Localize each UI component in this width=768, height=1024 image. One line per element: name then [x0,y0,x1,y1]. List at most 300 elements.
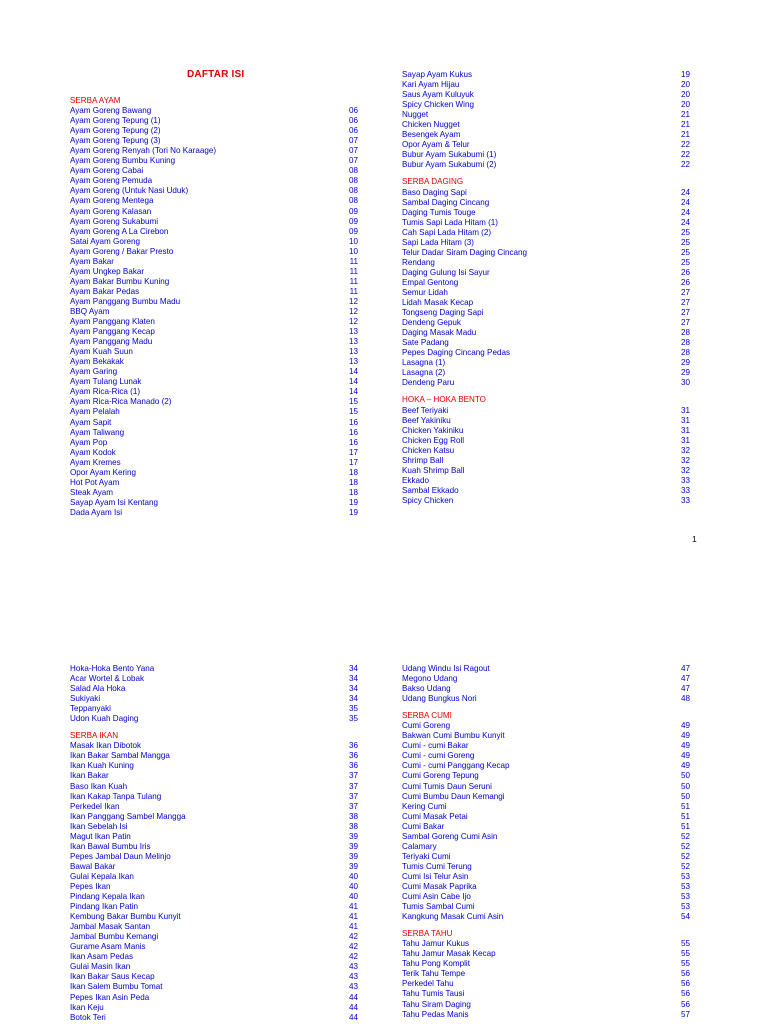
toc-entry-title: Beef Yakiniku [402,415,451,425]
toc-entry-page: 51 [680,821,690,831]
toc-entry-page: 44 [348,1012,358,1022]
toc-entry[interactable] [70,227,358,237]
toc-entry[interactable] [70,448,358,458]
toc-entry[interactable] [402,862,690,872]
toc-entry-title: Baso Ikan Kuah [70,781,128,791]
toc-entry-page: 33 [680,475,690,485]
toc-entry[interactable] [402,228,690,238]
toc-entry[interactable] [70,1013,358,1023]
toc-entry-title: Ayam Goreng Cabai [70,166,144,176]
toc-entry[interactable] [70,327,358,337]
toc-entry-page: 42 [348,932,358,942]
toc-entry[interactable] [402,150,690,160]
toc-entry[interactable] [70,207,358,217]
toc-entry[interactable] [70,196,358,206]
toc-entry-page: 39 [348,841,358,851]
toc-entry[interactable] [402,120,690,130]
toc-entry[interactable] [402,892,690,902]
toc-entry-title: Ayam Ungkep Bakar [70,266,145,276]
toc-entry-title: Gulai Masin Ikan [70,962,131,972]
toc-entry-page: 11 [349,256,358,266]
toc-entry-title: Tumis Cumi Terung [402,861,472,871]
toc-entry-page: 42 [348,952,358,962]
toc-entry-title: Ayam Goreng Kalasan [70,206,152,216]
toc-entry-page: 20 [680,100,690,110]
toc-entry[interactable] [402,248,690,258]
toc-entry-title: Daging Gulung Isi Sayur [402,267,490,277]
toc-entry[interactable] [70,287,358,297]
toc-entry-page: 56 [680,999,690,1009]
toc-entry-page: 53 [680,892,690,902]
toc-entry[interactable] [402,751,690,761]
toc-entry-title: Cumi Goreng [402,721,451,731]
toc-entry-page: 44 [348,992,358,1002]
toc-entry-title: Udang Windu Isi Ragout [402,664,490,673]
toc-entry[interactable] [402,90,690,100]
toc-entry[interactable] [70,741,358,751]
toc-entry-title: Gulai Kepala Ikan [70,871,134,881]
toc-entry-page: 47 [680,664,690,673]
toc-entry-page: 08 [348,186,358,196]
toc-entry[interactable] [70,714,358,724]
toc-entry[interactable] [402,436,690,446]
toc-entry-page: 48 [680,694,690,704]
toc-entry-page: 27 [680,308,690,318]
toc-entry-title: Opor Ayam Kering [70,467,136,477]
toc-entry-page: 28 [680,338,690,348]
toc-entry-page: 08 [348,196,358,206]
toc-entry-page: 51 [680,801,690,811]
toc-entry[interactable] [402,288,690,298]
toc-entry-title: Cumi Goreng Tepung [402,771,479,781]
toc-entry-page: 55 [680,939,690,949]
toc-entry-title: Ikan Sebelah Isi [70,821,128,831]
toc-entry-title: Telur Dadar Siram Daging Cincang [402,247,528,257]
toc-entry[interactable] [402,378,690,388]
toc-entry-page: 41 [348,902,358,912]
toc-entry-page: 26 [680,277,690,287]
toc-entry[interactable] [402,446,690,456]
toc-entry-title: Ayam Pelalah [70,407,120,417]
toc-entry[interactable] [70,812,358,822]
toc-entry-title: Semur Lidah [402,287,448,297]
toc-entry-title: Ikan Bakar [70,771,109,781]
toc-entry[interactable] [70,892,358,902]
toc-entry[interactable] [70,962,358,972]
toc-entry-title: Terik Tahu Tempe [402,969,466,979]
toc-entry-title: Ayam Pop [70,437,108,447]
toc-entry[interactable] [70,377,358,387]
toc-entry-page: 20 [680,80,690,90]
toc-entry[interactable] [70,407,358,417]
toc-entry-title: Sukiyaki [70,694,101,704]
toc-entry-page: 50 [680,771,690,781]
toc-entry[interactable] [70,912,358,922]
toc-entry[interactable] [70,237,358,247]
toc-entry-page: 57 [680,1009,690,1019]
toc-entry[interactable] [402,160,690,170]
toc-entry[interactable] [402,426,690,436]
toc-entry[interactable] [402,278,690,288]
toc-entry[interactable] [70,387,358,397]
toc-entry-title: Bubur Ayam Sukabumi (1) [402,150,497,160]
toc-entry-page: 24 [680,217,690,227]
toc-entry-title: Pindang Ikan Patin [70,902,138,912]
toc-entry[interactable] [402,959,690,969]
toc-entry-page: 06 [348,126,358,136]
toc-entry[interactable] [402,198,690,208]
toc-entry-title: Kuah Shrimp Ball [402,465,465,475]
toc-entry-page: 14 [348,367,358,377]
toc-entry[interactable] [402,308,690,318]
toc-entry[interactable] [402,852,690,862]
toc-entry[interactable] [70,751,358,761]
toc-entry[interactable] [402,822,690,832]
toc-entry-page: 38 [348,811,358,821]
toc-entry[interactable] [70,106,358,116]
toc-entry-title: Beef Teriyaki [402,405,449,415]
section-heading: SERBA TAHU [402,929,453,939]
toc-entry[interactable] [70,498,358,508]
toc-entry[interactable] [70,792,358,802]
toc-entry-title: Tahu Pedas Manis [402,1009,469,1019]
toc-entry-page: 18 [348,487,358,497]
toc-entry[interactable] [70,247,358,257]
toc-entry[interactable] [402,1000,690,1010]
toc-entry-page: 32 [680,445,690,455]
toc-entry-title: Perkedel Ikan [70,801,120,811]
toc-entry-page: 13 [348,357,358,367]
toc-entry[interactable] [70,872,358,882]
toc-entry-title: Pindang Kepala Ikan [70,892,145,902]
toc-entry-page: 36 [348,751,358,761]
toc-entry[interactable] [70,277,358,287]
toc-entry-title: Ayam Garing [70,367,118,377]
toc-entry[interactable] [402,218,690,228]
toc-entry[interactable] [402,979,690,989]
toc-entry[interactable] [70,932,358,942]
toc-entry-title: Cah Sapi Lada Hitam (2) [402,227,492,237]
toc-entry[interactable] [402,761,690,771]
toc-entry-title: Ayam Goreng Tepung (2) [70,126,161,136]
toc-entry[interactable] [70,438,358,448]
toc-entry[interactable] [402,208,690,218]
toc-entry-page: 31 [680,405,690,415]
toc-entry[interactable] [70,176,358,186]
toc-entry[interactable] [402,741,690,751]
toc-entry[interactable] [402,664,690,674]
toc-entry-page: 19 [348,507,358,517]
toc-entry[interactable] [70,982,358,992]
toc-entry[interactable] [402,130,690,140]
toc-entry[interactable] [70,782,358,792]
toc-entry-title: Ayam Panggang Klaten [70,317,155,327]
toc-entry[interactable] [402,782,690,792]
toc-entry[interactable] [70,397,358,407]
toc-entry-title: Bubur Ayam Sukabumi (2) [402,160,497,170]
toc-entry[interactable] [402,792,690,802]
page-title: DAFTAR ISI [187,69,245,80]
toc-entry-page: 18 [348,477,358,487]
toc-entry-page: 49 [680,741,690,751]
toc-entry-page: 42 [348,942,358,952]
toc-entry[interactable] [70,116,358,126]
toc-entry[interactable] [70,771,358,781]
toc-entry-title: Jambal Masak Santan [70,922,151,932]
toc-entry-title: Ayam Bakar Pedas [70,286,140,296]
toc-entry[interactable] [70,704,358,714]
toc-entry-title: Ayam Goreng Pemuda [70,176,153,186]
toc-entry-title: Cumi Bumbu Daun Kemangi [402,791,505,801]
toc-entry-title: Ayam Goreng Mentega [70,196,154,206]
toc-entry-page: 32 [680,455,690,465]
toc-entry-page: 52 [680,851,690,861]
toc-entry[interactable] [402,358,690,368]
toc-entry[interactable] [402,674,690,684]
toc-entry[interactable] [70,993,358,1003]
toc-entry-title: Lasagna (2) [402,368,446,378]
toc-entry[interactable] [402,100,690,110]
toc-entry-page: 55 [680,949,690,959]
toc-entry[interactable] [70,508,358,518]
toc-entry[interactable] [402,882,690,892]
toc-entry-title: Tahu Siram Daging [402,999,471,1009]
toc-entry[interactable] [70,842,358,852]
toc-entry-title: Calamary [402,841,437,851]
toc-entry[interactable] [402,721,690,731]
toc-entry-page: 25 [680,257,690,267]
toc-entry-page: 18 [348,467,358,477]
toc-entry-title: Kembung Bakar Bumbu Kunyit [70,912,181,922]
toc-entry[interactable] [70,257,358,267]
toc-entry[interactable] [70,882,358,892]
toc-entry-page: 33 [680,485,690,495]
toc-entry-title: Sayap Ayam Kukus [402,70,473,79]
toc-entry-title: Ayam Goreng / Bakar Presto [70,246,174,256]
toc-entry[interactable] [70,822,358,832]
toc-entry-title: Steak Ayam [70,487,114,497]
toc-entry[interactable] [402,1010,690,1020]
toc-entry-title: Opor Ayam & Telur [402,140,470,150]
toc-entry-title: Ayam Panggang Madu [70,337,153,347]
toc-entry-title: Kangkung Masak Cumi Asin [402,912,504,922]
toc-entry[interactable] [402,466,690,476]
toc-entry-page: 52 [680,831,690,841]
toc-entry[interactable] [70,674,358,684]
toc-entry[interactable] [70,428,358,438]
toc-entry[interactable] [402,188,690,198]
toc-entry-page: 11 [349,266,358,276]
toc-entry[interactable] [402,771,690,781]
toc-entry-page: 43 [348,982,358,992]
toc-entry[interactable] [70,337,358,347]
toc-entry[interactable] [70,217,358,227]
toc-entry-page: 36 [348,741,358,751]
toc-entry-page: 37 [348,771,358,781]
toc-entry[interactable] [70,146,358,156]
toc-entry-title: BBQ Ayam [70,306,110,316]
toc-entry-title: Spicy Chicken [402,495,454,505]
section-heading: SERBA IKAN [70,731,119,741]
toc-entry[interactable] [402,348,690,358]
toc-entry[interactable] [402,318,690,328]
toc-entry-title: Cumi Masak Petai [402,811,468,821]
toc-entry-page: 49 [680,721,690,731]
toc-entry[interactable] [402,694,690,704]
toc-entry-page: 22 [680,140,690,150]
toc-entry-title: Ayam Bakar Bumbu Kuning [70,276,170,286]
toc-entry-page: 20 [680,90,690,100]
toc-entry[interactable] [70,418,358,428]
toc-entry[interactable] [70,664,358,674]
toc-entry[interactable] [70,922,358,932]
toc-entry[interactable] [402,258,690,268]
toc-entry[interactable] [402,684,690,694]
toc-entry-title: Ikan Bawal Bumbu Iris [70,841,151,851]
toc-entry-page: 22 [680,150,690,160]
toc-entry-page: 37 [348,801,358,811]
toc-entry[interactable] [402,406,690,416]
toc-entry[interactable] [70,186,358,196]
toc-entry[interactable] [402,939,690,949]
toc-entry[interactable] [402,496,690,506]
toc-entry[interactable] [70,458,358,468]
toc-entry[interactable] [402,902,690,912]
toc-entry-page: 15 [348,397,358,407]
toc-entry-page: 07 [348,156,358,166]
toc-entry[interactable] [70,297,358,307]
toc-entry-page: 56 [680,969,690,979]
toc-entry[interactable] [402,140,690,150]
toc-entry[interactable] [402,268,690,278]
toc-entry[interactable] [402,238,690,248]
page-number: 1 [692,534,697,544]
toc-entry-title: Ikan Bakar Saus Kecap [70,972,155,982]
toc-entry-title: Cumi - cumi Panggang Kecap [402,761,510,771]
toc-entry-page: 44 [348,1002,358,1012]
toc-entry[interactable] [402,298,690,308]
toc-entry-title: Ayam Goreng Tepung (3) [70,136,161,146]
toc-entry-page: 54 [680,912,690,922]
toc-entry[interactable] [402,812,690,822]
toc-entry[interactable] [402,328,690,338]
toc-entry[interactable] [70,972,358,982]
toc-entry-page: 51 [680,811,690,821]
toc-entry-title: Shrimp Ball [402,455,444,465]
toc-entry[interactable] [402,486,690,496]
toc-entry[interactable] [402,731,690,741]
toc-entry-page: 16 [348,427,358,437]
toc-entry[interactable] [70,166,358,176]
toc-entry-title: Botok Teri [70,1012,106,1022]
toc-entry-title: Bawal Bakar [70,861,116,871]
toc-entry[interactable] [402,368,690,378]
toc-entry[interactable] [70,367,358,377]
toc-entry-title: Dendeng Paru [402,378,455,388]
toc-entry-page: 31 [680,425,690,435]
toc-entry-page: 16 [348,417,358,427]
toc-entry[interactable] [402,832,690,842]
toc-entry[interactable] [70,952,358,962]
toc-entry[interactable] [70,267,358,277]
toc-entry[interactable] [70,1003,358,1013]
toc-entry-title: Pepes Jambal Daun Melinjo [70,851,171,861]
toc-entry-page: 19 [348,497,358,507]
toc-entry-title: Ayam Goreng (Untuk Nasi Uduk) [70,186,189,196]
toc-entry-page: 52 [680,861,690,871]
toc-entry[interactable] [70,832,358,842]
toc-entry[interactable] [70,307,358,317]
toc-entry-title: Ayam Goreng Bumbu Kuning [70,156,176,166]
toc-entry[interactable] [70,802,358,812]
toc-entry[interactable] [70,126,358,136]
toc-entry[interactable] [70,684,358,694]
toc-entry-page: 50 [680,781,690,791]
toc-entry-page: 08 [348,166,358,176]
toc-entry[interactable] [402,80,690,90]
toc-entry[interactable] [70,357,358,367]
toc-entry-page: 40 [348,892,358,902]
toc-entry-title: Ikan Asam Pedas [70,952,133,962]
toc-entry[interactable] [402,912,690,922]
toc-entry[interactable] [402,802,690,812]
toc-entry-title: Pepes Daging Cincang Pedas [402,348,510,358]
toc-entry-page: 37 [348,791,358,801]
toc-entry[interactable] [402,872,690,882]
toc-entry-page: 13 [348,347,358,357]
toc-entry-title: Ekkado [402,475,429,485]
toc-entry[interactable] [70,852,358,862]
toc-entry[interactable] [402,456,690,466]
toc-entry-page: 12 [348,317,358,327]
toc-entry-page: 39 [348,851,358,861]
toc-entry-page: 49 [680,731,690,741]
toc-entry[interactable] [70,862,358,872]
toc-entry-page: 41 [348,922,358,932]
toc-entry[interactable] [70,156,358,166]
toc-entry[interactable] [70,317,358,327]
toc-entry[interactable] [402,842,690,852]
toc-entry-title: Rendang [402,257,435,267]
toc-entry-page: 40 [348,871,358,881]
toc-entry[interactable] [70,488,358,498]
toc-entry[interactable] [70,942,358,952]
toc-entry[interactable] [402,949,690,959]
toc-entry-title: Tahu Tumis Tausi [402,989,465,999]
toc-entry[interactable] [70,468,358,478]
toc-entry-title: Cumi - cumi Bakar [402,741,469,751]
toc-entry-title: Cumi Isi Telur Asin [402,871,469,881]
toc-entry-title: Tumis Sambal Cumi [402,902,475,912]
toc-entry[interactable] [402,476,690,486]
toc-entry[interactable] [70,761,358,771]
toc-entry[interactable] [402,70,690,80]
toc-entry[interactable] [402,110,690,120]
toc-entry-title: Gurame Asam Manis [70,942,146,952]
toc-entry[interactable] [70,347,358,357]
toc-entry[interactable] [70,694,358,704]
toc-entry[interactable] [402,416,690,426]
toc-entry[interactable] [70,136,358,146]
toc-entry[interactable] [70,902,358,912]
toc-entry-title: Ayam Bakar [70,256,114,266]
toc-entry-page: 16 [348,437,358,447]
toc-entry[interactable] [402,969,690,979]
toc-entry-title: Saus Ayam Kuluyuk [402,90,474,100]
toc-entry[interactable] [402,338,690,348]
toc-entry[interactable] [70,478,358,488]
toc-entry[interactable] [402,989,690,999]
